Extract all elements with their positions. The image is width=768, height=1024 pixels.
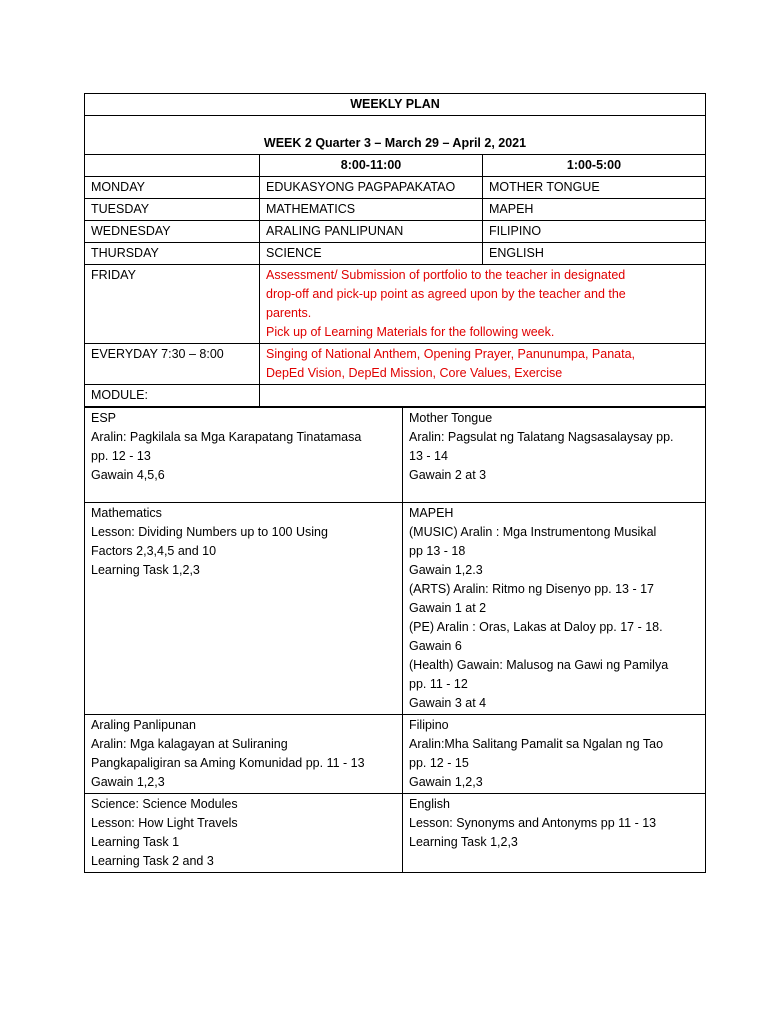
module-line: Learning Task 1,2,3 xyxy=(91,563,200,577)
module-subject: Filipino xyxy=(409,718,449,732)
day-label: TUESDAY xyxy=(85,199,260,221)
module-filipino xyxy=(403,715,706,794)
module-row xyxy=(85,385,706,407)
friday-line: drop-off and pick-up point as agreed upon by the teacher and the xyxy=(266,287,626,301)
module-line: Gawain 4,5,6 xyxy=(91,468,165,482)
module-line: Aralin:Mha Salitang Pamalit sa Ngalan ng Tao xyxy=(409,737,664,751)
module-line: Lesson: Dividing Numbers up to 100 Using xyxy=(91,525,328,539)
everyday-activities xyxy=(260,344,706,385)
morning-subject: SCIENCE xyxy=(260,243,483,265)
module-line: (PE) Aralin : Oras, Lakas at Daloy pp. 17 - 18. xyxy=(409,620,663,634)
day-label: WEDNESDAY xyxy=(85,221,260,243)
day-row xyxy=(85,199,706,221)
module-subject: English xyxy=(409,797,450,811)
friday-row xyxy=(85,265,706,344)
module-line: Aralin: Pagkilala sa Mga Karapatang Tinatamasa xyxy=(91,430,362,444)
module-english xyxy=(403,794,706,873)
module-label: MODULE: xyxy=(85,385,260,407)
friday-line: Assessment/ Submission of portfolio to the teacher in designated xyxy=(266,268,626,282)
module-subject: Mathematics xyxy=(91,506,162,520)
day-label: THURSDAY xyxy=(85,243,260,265)
module-mapeh xyxy=(403,503,706,715)
everyday-row xyxy=(85,344,706,385)
module-line: (Health) Gawain: Malusog na Gawi ng Pamilya xyxy=(409,658,669,672)
module-line: Factors 2,3,4,5 and 10 xyxy=(91,544,217,558)
week-heading: WEEK 2 Quarter 3 – March 29 – April 2, 2021 xyxy=(85,116,706,155)
friday-line: parents. xyxy=(266,306,312,320)
module-araling-panlipunan xyxy=(85,715,403,794)
afternoon-subject: ENGLISH xyxy=(483,243,706,265)
module-line: Gawain 2 at 3 xyxy=(409,468,487,482)
afternoon-subject: MOTHER TONGUE xyxy=(483,177,706,199)
module-line: Pangkapaligiran sa Aming Komunidad pp. 11 - 13 xyxy=(91,756,365,770)
schedule-table xyxy=(84,93,706,407)
module-line: Lesson: Synonyms and Antonyms pp 11 - 13 xyxy=(409,816,657,830)
friday-activities xyxy=(260,265,706,344)
everyday-line: DepEd Vision, DepEd Mission, Core Values, Exercise xyxy=(266,366,563,380)
module-mathematics xyxy=(85,503,403,715)
plan-title: WEEKLY PLAN xyxy=(85,94,706,116)
modules-table xyxy=(84,407,706,873)
module-line: Learning Task 1,2,3 xyxy=(409,835,518,849)
module-subject: ESP xyxy=(91,411,117,425)
module-esp xyxy=(85,408,403,503)
module-subject: Mother Tongue xyxy=(409,411,493,425)
day-label: EVERYDAY 7:30 – 8:00 xyxy=(85,344,260,385)
module-line: pp. 12 - 15 xyxy=(409,756,469,770)
module-line: pp. 12 - 13 xyxy=(91,449,151,463)
module-line: Gawain 1,2.3 xyxy=(409,563,483,577)
module-line: (MUSIC) Aralin : Mga Instrumentong Musikal xyxy=(409,525,657,539)
module-line: Gawain 1,2,3 xyxy=(91,775,165,789)
day-row xyxy=(85,177,706,199)
day-row xyxy=(85,243,706,265)
afternoon-subject: FILIPINO xyxy=(483,221,706,243)
friday-line: Pick up of Learning Materials for the following week. xyxy=(266,325,555,339)
blank-cell xyxy=(85,155,260,177)
morning-subject: EDUKASYONG PAGPAPAKATAO xyxy=(260,177,483,199)
module-line: pp 13 - 18 xyxy=(409,544,466,558)
module-subject: MAPEH xyxy=(409,506,454,520)
module-line: Lesson: How Light Travels xyxy=(91,816,238,830)
module-line: Gawain 3 at 4 xyxy=(409,696,487,710)
module-line: 13 - 14 xyxy=(409,449,448,463)
module-line: Learning Task 2 and 3 xyxy=(91,854,214,868)
module-line: (ARTS) Aralin: Ritmo ng Disenyo pp. 13 - 17 xyxy=(409,582,655,596)
module-mother-tongue xyxy=(403,408,706,503)
module-line: Gawain 1 at 2 xyxy=(409,601,487,615)
module-subject: Araling Panlipunan xyxy=(91,718,196,732)
day-label: MONDAY xyxy=(85,177,260,199)
morning-slot: 8:00-11:00 xyxy=(260,155,483,177)
afternoon-slot: 1:00-5:00 xyxy=(483,155,706,177)
morning-subject: MATHEMATICS xyxy=(260,199,483,221)
morning-subject: ARALING PANLIPUNAN xyxy=(260,221,483,243)
afternoon-subject: MAPEH xyxy=(483,199,706,221)
module-subject: Science: Science Modules xyxy=(91,797,238,811)
module-line: Aralin: Pagsulat ng Talatang Nagsasalaysay pp. xyxy=(409,430,674,444)
module-line: Gawain 1,2,3 xyxy=(409,775,483,789)
everyday-line: Singing of National Anthem, Opening Prayer, Panunumpa, Panata, xyxy=(266,347,635,361)
module-line: Learning Task 1 xyxy=(91,835,180,849)
weekly-plan-document xyxy=(84,93,705,873)
module-blank xyxy=(260,385,706,407)
module-science xyxy=(85,794,403,873)
module-line: Gawain 6 xyxy=(409,639,462,653)
module-line: Aralin: Mga kalagayan at Suliraning xyxy=(91,737,288,751)
day-label: FRIDAY xyxy=(85,265,260,344)
day-row xyxy=(85,221,706,243)
module-line: pp. 11 - 12 xyxy=(409,677,468,691)
